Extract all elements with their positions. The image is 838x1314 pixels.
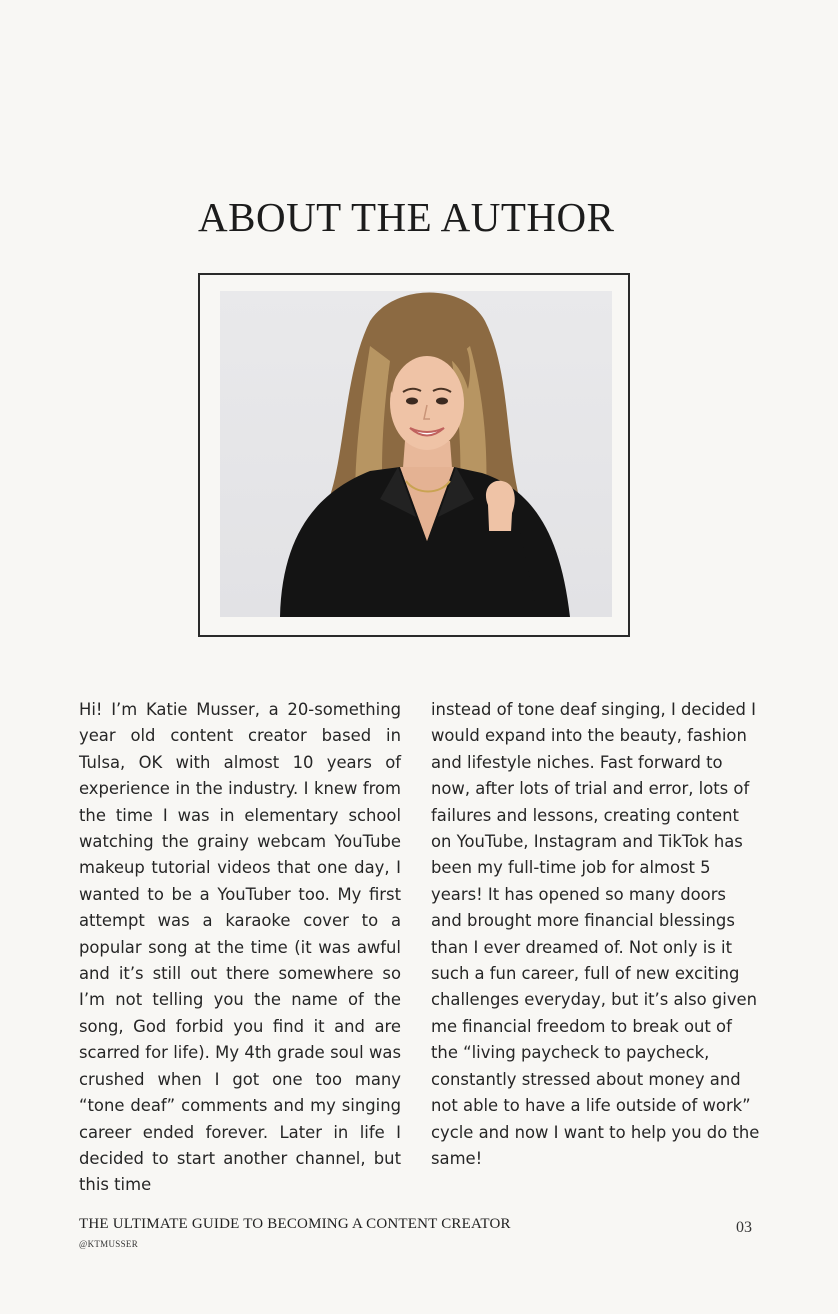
author-photo [220, 291, 612, 617]
author-portrait-illustration [220, 291, 612, 617]
footer-book-title: THE ULTIMATE GUIDE TO BECOMING A CONTENT CREATOR [79, 1216, 511, 1232]
bio-column-right: instead of tone deaf singing, I decided I would expand into the beauty, fashion and lifestyle niches. Fast forward to now, after lots of trial and error, lots of failures and lessons, creating content on YouTube, Instagram and TikTok has been my full-time job for almost 5 years! It has opened so many doors and brought more financial blessings than I ever dreamed of. Not only is it such a fun career, full of new exciting challenges everyday, but it’s also given me financial freedom to break out of the “living paycheck to paycheck, constantly stressed about money and not able to have a life outside of work” cycle and now I want to help you do the same! [431, 700, 760, 1168]
page-title: ABOUT THE AUTHOR [198, 194, 615, 240]
bio-column-left: Hi! I’m Katie Musser, a 20-something year old content creator based in Tulsa, OK with almost 10 years of experience in the industry. I knew from the time I was in elementary school watching the grainy webcam YouTube makeup tutorial videos that one day, I wanted to be a YouTuber too. My first attempt was a karaoke cover to a popular song at the time (it was awful and it’s still out there somewhere so I’m not telling you the name of the song, God forbid you find it and are scarred for life). My 4th grade soul was crushed when I got one too many “tone deaf” comments and my singing career ended forever. Later in life I decided to start another channel, but this time [79, 700, 401, 1195]
author-photo-frame [198, 273, 630, 637]
footer-handle: @KTMUSSER [79, 1239, 138, 1249]
page-number: 03 [736, 1219, 752, 1236]
